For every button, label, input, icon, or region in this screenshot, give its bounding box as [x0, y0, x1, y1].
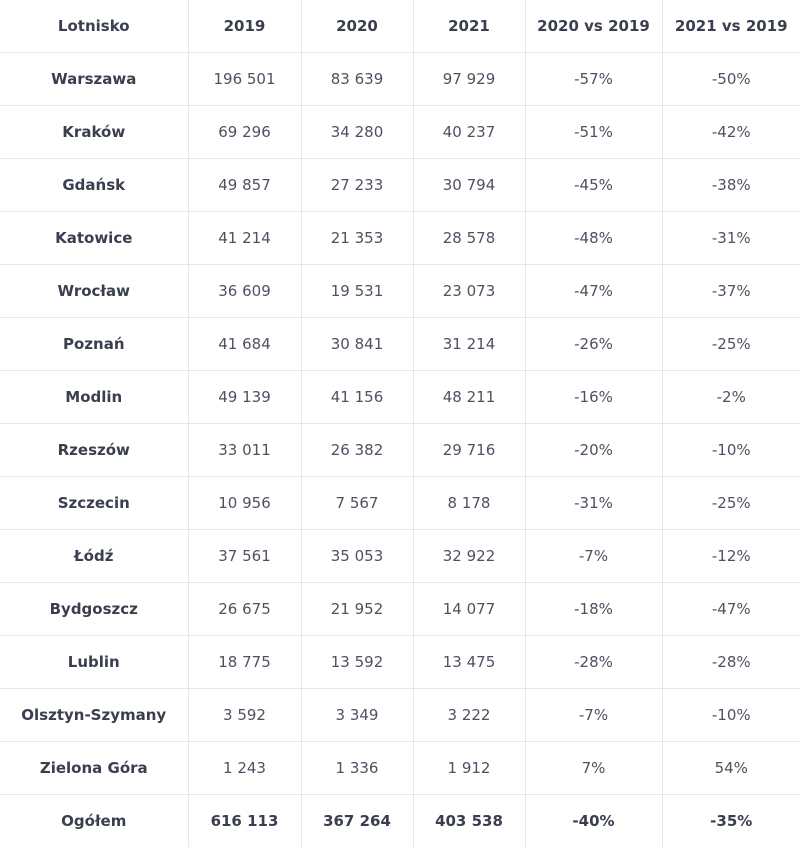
table-row [0, 636, 800, 689]
value-2020: 13 592 [301, 636, 413, 689]
value-2020: 35 053 [301, 530, 413, 583]
value-2019: 37 561 [188, 530, 301, 583]
total-change-2021-vs-2019: -35% [662, 795, 800, 847]
change-2020-vs-2019: -47% [525, 265, 662, 318]
total-2021: 403 538 [413, 795, 525, 847]
total-2020: 367 264 [301, 795, 413, 847]
value-2020: 30 841 [301, 318, 413, 371]
airport-name: Poznań [0, 318, 188, 371]
airport-name: Kraków [0, 106, 188, 159]
change-2020-vs-2019: -16% [525, 371, 662, 424]
value-2021: 97 929 [413, 53, 525, 106]
airport-name: Lublin [0, 636, 188, 689]
change-2020-vs-2019: -48% [525, 212, 662, 265]
table-row [0, 424, 800, 477]
value-2019: 41 214 [188, 212, 301, 265]
header-airport: Lotnisko [0, 0, 188, 53]
value-2021: 1 912 [413, 742, 525, 795]
value-2020: 1 336 [301, 742, 413, 795]
header-2021: 2021 [413, 0, 525, 53]
airport-name: Bydgoszcz [0, 583, 188, 636]
airport-name: Wrocław [0, 265, 188, 318]
total-row [0, 795, 800, 847]
airport-name: Łódź [0, 530, 188, 583]
table-row [0, 212, 800, 265]
header-row [0, 0, 800, 53]
table-row [0, 477, 800, 530]
change-2021-vs-2019: -25% [662, 318, 800, 371]
table-row [0, 371, 800, 424]
value-2020: 41 156 [301, 371, 413, 424]
table-row [0, 318, 800, 371]
value-2021: 30 794 [413, 159, 525, 212]
header-2019: 2019 [188, 0, 301, 53]
change-2021-vs-2019: -12% [662, 530, 800, 583]
value-2021: 40 237 [413, 106, 525, 159]
change-2020-vs-2019: 7% [525, 742, 662, 795]
total-label: Ogółem [0, 795, 188, 847]
change-2020-vs-2019: -57% [525, 53, 662, 106]
value-2020: 34 280 [301, 106, 413, 159]
table-row [0, 742, 800, 795]
table-row [0, 159, 800, 212]
airport-name: Olsztyn-Szymany [0, 689, 188, 742]
value-2019: 41 684 [188, 318, 301, 371]
value-2020: 3 349 [301, 689, 413, 742]
value-2021: 14 077 [413, 583, 525, 636]
change-2020-vs-2019: -7% [525, 530, 662, 583]
change-2021-vs-2019: -25% [662, 477, 800, 530]
header-2020-vs-2019: 2020 vs 2019 [525, 0, 662, 53]
value-2019: 69 296 [188, 106, 301, 159]
value-2019: 36 609 [188, 265, 301, 318]
change-2021-vs-2019: -31% [662, 212, 800, 265]
airport-name: Rzeszów [0, 424, 188, 477]
header-2020: 2020 [301, 0, 413, 53]
change-2021-vs-2019: -38% [662, 159, 800, 212]
table-row [0, 265, 800, 318]
value-2019: 26 675 [188, 583, 301, 636]
value-2019: 196 501 [188, 53, 301, 106]
airport-name: Warszawa [0, 53, 188, 106]
value-2019: 3 592 [188, 689, 301, 742]
table-row [0, 689, 800, 742]
change-2021-vs-2019: -2% [662, 371, 800, 424]
change-2020-vs-2019: -51% [525, 106, 662, 159]
airport-name: Modlin [0, 371, 188, 424]
change-2021-vs-2019: -47% [662, 583, 800, 636]
change-2020-vs-2019: -26% [525, 318, 662, 371]
value-2021: 28 578 [413, 212, 525, 265]
value-2021: 3 222 [413, 689, 525, 742]
value-2019: 10 956 [188, 477, 301, 530]
header-2021-vs-2019: 2021 vs 2019 [662, 0, 800, 53]
total-2019: 616 113 [188, 795, 301, 847]
value-2020: 21 952 [301, 583, 413, 636]
value-2020: 83 639 [301, 53, 413, 106]
table-row [0, 106, 800, 159]
change-2020-vs-2019: -7% [525, 689, 662, 742]
change-2020-vs-2019: -28% [525, 636, 662, 689]
change-2020-vs-2019: -31% [525, 477, 662, 530]
value-2020: 27 233 [301, 159, 413, 212]
value-2019: 49 139 [188, 371, 301, 424]
table-row [0, 530, 800, 583]
value-2021: 48 211 [413, 371, 525, 424]
change-2020-vs-2019: -45% [525, 159, 662, 212]
value-2019: 18 775 [188, 636, 301, 689]
airport-name: Zielona Góra [0, 742, 188, 795]
change-2021-vs-2019: -10% [662, 424, 800, 477]
value-2020: 26 382 [301, 424, 413, 477]
value-2021: 13 475 [413, 636, 525, 689]
change-2021-vs-2019: -42% [662, 106, 800, 159]
value-2019: 1 243 [188, 742, 301, 795]
total-change-2020-vs-2019: -40% [525, 795, 662, 847]
value-2019: 33 011 [188, 424, 301, 477]
value-2021: 23 073 [413, 265, 525, 318]
change-2020-vs-2019: -20% [525, 424, 662, 477]
change-2020-vs-2019: -18% [525, 583, 662, 636]
value-2020: 21 353 [301, 212, 413, 265]
change-2021-vs-2019: -50% [662, 53, 800, 106]
change-2021-vs-2019: -10% [662, 689, 800, 742]
value-2021: 31 214 [413, 318, 525, 371]
change-2021-vs-2019: -37% [662, 265, 800, 318]
table-row [0, 53, 800, 106]
table-row [0, 583, 800, 636]
value-2020: 19 531 [301, 265, 413, 318]
airport-name: Katowice [0, 212, 188, 265]
value-2020: 7 567 [301, 477, 413, 530]
value-2021: 29 716 [413, 424, 525, 477]
change-2021-vs-2019: -28% [662, 636, 800, 689]
value-2021: 8 178 [413, 477, 525, 530]
value-2021: 32 922 [413, 530, 525, 583]
airport-name: Gdańsk [0, 159, 188, 212]
change-2021-vs-2019: 54% [662, 742, 800, 795]
airport-name: Szczecin [0, 477, 188, 530]
value-2019: 49 857 [188, 159, 301, 212]
